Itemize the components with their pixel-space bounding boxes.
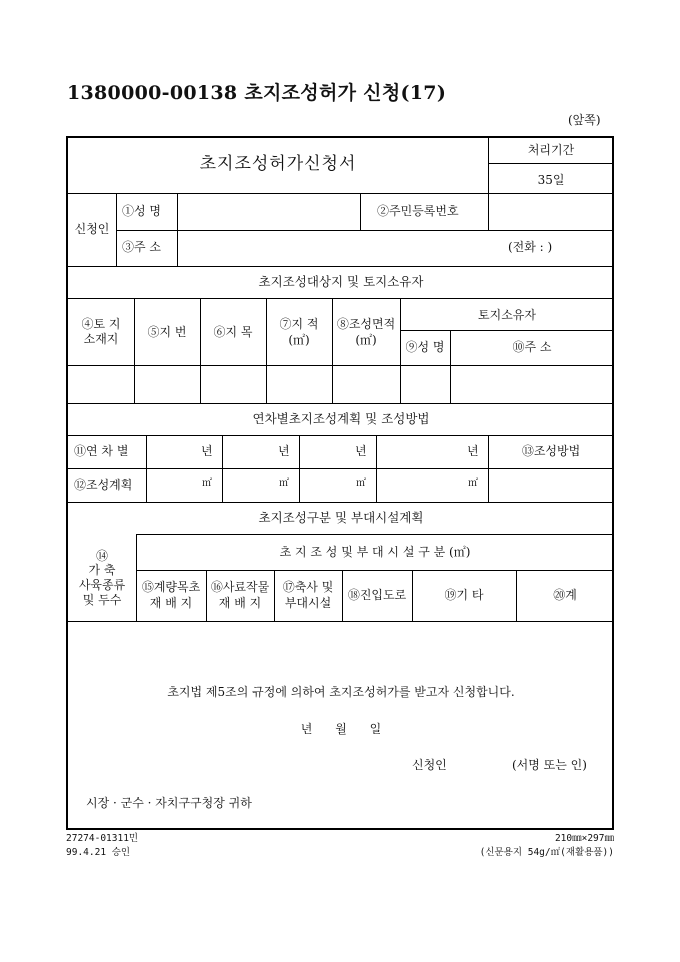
signature-label: (서명 또는 인) (512, 758, 587, 772)
facility-section-title: 초지조성구분 및 부대시설계획 (258, 510, 424, 525)
location-header: ④토 지 (81, 317, 121, 331)
phone-label: (전화 : ) (508, 240, 553, 254)
division-header: 초 지 조 성 및 부 대 시 설 구 분 (㎡) (279, 545, 471, 559)
target-section-title: 초지조성대상지 및 토지소유자 (258, 274, 424, 289)
owner-address-header: ⑩주 소 (512, 340, 552, 354)
livestock-header-2: 사육종류 (78, 578, 126, 592)
feed-header-2: 재 배 지 (218, 596, 262, 610)
livestock-number: ⑭ (95, 549, 108, 563)
page-side-label: (앞쪽) (568, 113, 601, 127)
declaration-statement: 초지법 제5조의 규정에 의하여 초지조성허가를 받고자 신청합니다. (167, 685, 515, 699)
other-header: ⑲기 타 (444, 588, 484, 602)
document-title: 1380000-00138 초지조성허가 신청(17) (67, 82, 447, 104)
owner-name-header: ⑨성 명 (405, 340, 445, 354)
year-row-label: ⑪연 차 별 (74, 444, 129, 458)
addressee: 시장 · 군수 · 자치구구청장 귀하 (86, 796, 252, 810)
yearly-section-title: 연차별초지조성계획 및 조성방법 (252, 411, 430, 426)
feed-header: ⑯사료작물 (210, 580, 270, 594)
total-header: ⑳계 (553, 588, 577, 602)
paper-size: 210㎜×297㎜ (554, 833, 614, 844)
barn-header: ⑰축사 및 (282, 580, 334, 594)
area-unit-4: ㎡ (468, 478, 478, 489)
area-unit-1: ㎡ (202, 478, 212, 489)
year-unit-1: 년 (201, 444, 213, 458)
year-unit-4: 년 (467, 444, 479, 458)
method-label: ⑬조성방법 (521, 444, 581, 458)
grass-header-2: 재 배 지 (149, 596, 193, 610)
approval-date: 99.4.21 승인 (66, 847, 131, 858)
dev-area-unit: (㎡) (355, 333, 377, 347)
name-label: ①성 명 (122, 204, 161, 218)
road-header: ⑱진입도로 (347, 588, 407, 602)
processing-period-value: 35일 (537, 173, 565, 187)
owner-header: 토지소유자 (478, 308, 536, 322)
form-heading: 초지조성허가신청서 (199, 154, 357, 174)
form-number: 27274-01311민 (66, 833, 139, 844)
area-unit-3: ㎡ (356, 478, 366, 489)
grass-header: ⑮계량목초 (141, 580, 201, 594)
paper-type: (신문용지 54g/㎡(재활용품)) (479, 847, 614, 858)
applicant-sign-label: 신청인 (412, 758, 447, 772)
area-unit: (㎡) (288, 333, 310, 347)
livestock-header-1: 가 축 (88, 563, 116, 577)
date-line: 년 월 일 (300, 722, 382, 736)
area-unit-2: ㎡ (279, 478, 289, 489)
barn-header-2: 부대시설 (284, 596, 332, 610)
livestock-header-3: 및 두수 (82, 593, 122, 607)
year-unit-2: 년 (278, 444, 290, 458)
address-label: ③주 소 (122, 240, 161, 254)
applicant-section-label: 신청인 (74, 222, 110, 236)
location-header-2: 소재지 (83, 332, 119, 346)
processing-period-label: 처리기간 (527, 143, 575, 157)
year-unit-3: 년 (355, 444, 367, 458)
area-header: ⑦지 적 (279, 317, 319, 331)
lot-header: ⑤지 번 (147, 325, 187, 339)
resident-no-label: ②주민등록번호 (377, 204, 459, 218)
dev-area-header: ⑧조성면적 (336, 317, 396, 331)
application-form (66, 136, 614, 830)
plan-row-label: ⑫조성계획 (74, 478, 133, 492)
category-header: ⑥지 목 (213, 325, 253, 339)
